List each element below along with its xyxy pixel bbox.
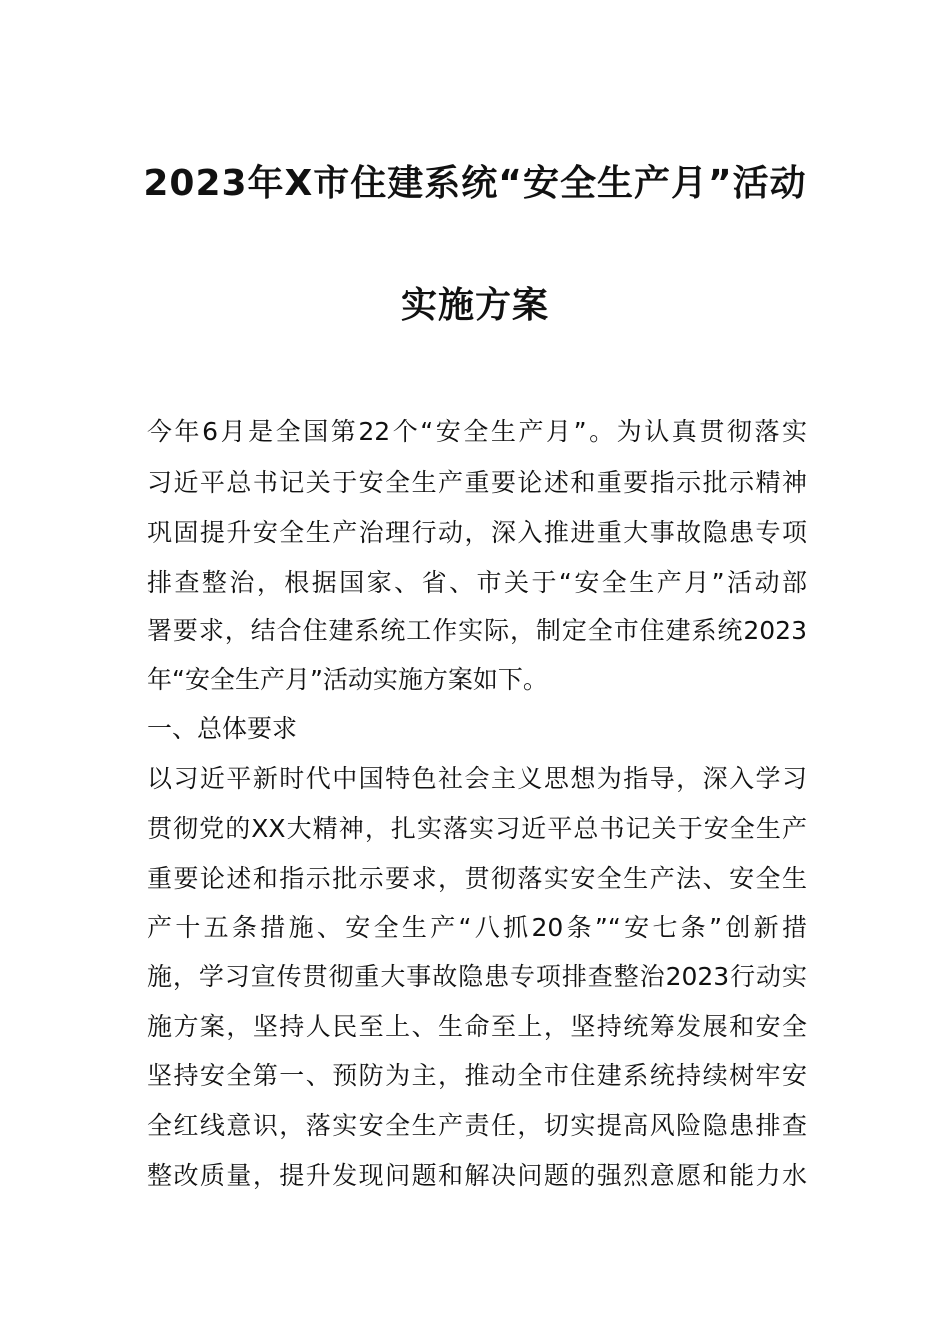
body-text-line: 以习近平新时代中国特色社会主义思想为指导，深入学习 (147, 764, 807, 793)
body-text-line: 署要求，结合住建系统工作实际，制定全市住建系统2023 (147, 616, 807, 645)
body-text-line: 贯彻党的XX大精神，扎实落实习近平总书记关于安全生产 (147, 814, 807, 843)
body-text-line: 排查整治，根据国家、省、市关于“安全生产月”活动部 (147, 568, 807, 597)
body-text-line: 今年6月是全国第22个“安全生产月”。为认真贯彻落实 (147, 417, 807, 446)
document-title-line-2: 实施方案 (400, 285, 549, 326)
body-text-line: 全红线意识，落实安全生产责任，切实提高风险隐患排查 (147, 1111, 807, 1140)
document-title-line-1: 2023年X市住建系统“安全生产月”活动 (143, 163, 807, 204)
body-text-line: 产十五条措施、安全生产“八抓20条”“安七条”创新措 (147, 913, 807, 942)
body-text-line: 施，学习宣传贯彻重大事故隐患专项排查整治2023行动实 (147, 962, 807, 991)
section-heading: 一、总体要求 (147, 714, 298, 743)
body-text-line: 年“安全生产月”活动实施方案如下。 (147, 665, 548, 694)
body-text-line: 习近平总书记关于安全生产重要论述和重要指示批示精神 (147, 468, 807, 497)
body-text-line: 重要论述和指示批示要求，贯彻落实安全生产法、安全生 (147, 864, 807, 893)
body-text-line: 坚持安全第一、预防为主，推动全市住建系统持续树牢安 (147, 1061, 807, 1090)
body-text-line: 整改质量，提升发现问题和解决问题的强烈意愿和能力水 (147, 1161, 807, 1190)
body-text-line: 施方案，坚持人民至上、生命至上，坚持统筹发展和安全 (147, 1012, 807, 1041)
body-text-line: 巩固提升安全生产治理行动，深入推进重大事故隐患专项 (147, 518, 807, 547)
